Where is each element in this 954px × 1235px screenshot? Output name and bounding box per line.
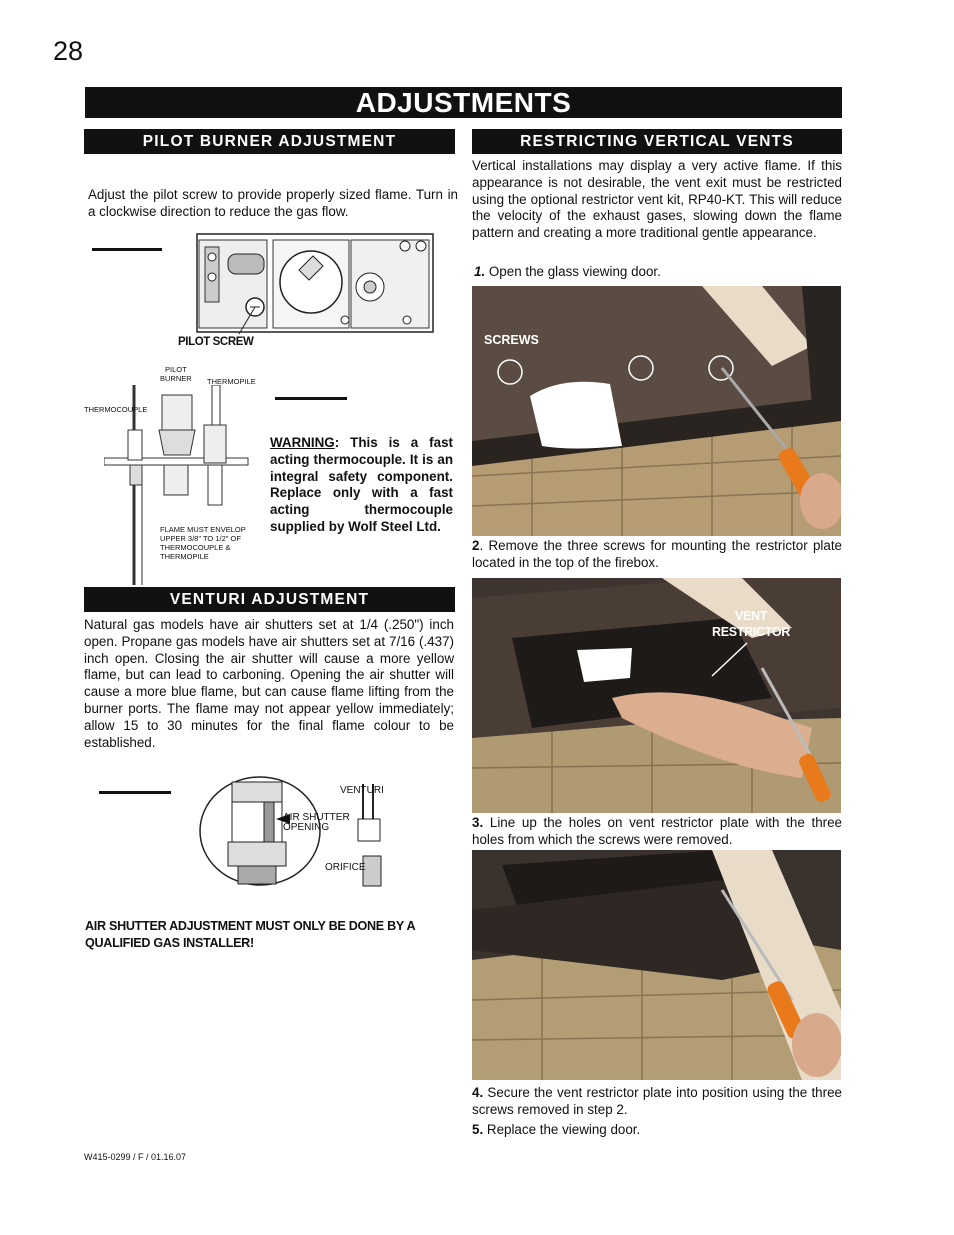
page-number: 28 [53,36,84,66]
step-3-number: 3. [472,815,484,830]
pilot-adjust-text: Adjust the pilot screw to provide properly sized flame. Turn in a clockwise direction to reduce the gas flow. [88,187,458,219]
vent-restrictor-label: VENT RESTRICTOR [712,609,791,639]
step-5 [472,1122,640,1139]
orifice-label: ORIFICE [325,862,366,873]
divider-bar [99,791,171,794]
step-2-number: 2 [472,538,480,553]
step-3 [472,815,842,849]
step-1-text: Open the glass viewing door. [485,264,661,279]
step-1 [474,264,661,281]
screws-label: SCREWS [484,333,539,347]
photo-screws [472,286,841,536]
vents-heading: RESTRICTING VERTICAL VENTS [472,129,842,154]
divider-bar [275,397,347,400]
warning-text: : This is a fast acting thermocouple. It is an integral safety component. Replace only with a fast acting thermocouple supplied by Wolf Steel Ltd. [270,435,453,534]
air-shutter-warning: AIR SHUTTER ADJUSTMENT MUST ONLY BE DONE BY A QUALIFIED GAS INSTALLER! [85,919,415,950]
document-code: W415-0299 / F / 01.16.07 [84,1152,187,1162]
page-title: ADJUSTMENTS [85,87,842,118]
thermopile-label: THERMOPILE [207,377,256,386]
photo-align-plate [472,850,841,1080]
flame-envelop-note: FLAME MUST ENVELOP UPPER 3/8" TO 1/2" OF THERMOCOUPLE & THERMOPILE [160,525,246,561]
venturi-heading: VENTURI ADJUSTMENT [84,587,455,612]
pilot-burner-heading: PILOT BURNER ADJUSTMENT [84,129,455,154]
venturi-label: VENTURI [340,785,384,796]
step-4-number: 4. [472,1085,484,1100]
vents-intro-text: Vertical installations may display a very active flame. If this appearance is not desirable, the vent exit must be restricted using the optional restrictor vent kit, RP40-KT. This will reduce the velocity of the exhaust gases, slowing down the flame pattern and creating a more traditional gentle appearance. [472,158,842,241]
air-shutter-label: AIR SHUTTER OPENING [283,812,350,833]
step-4 [472,1085,842,1119]
warning-block [270,435,453,536]
thermocouple-label: THERMOCOUPLE [84,405,148,414]
step-3-text: Line up the holes on vent restrictor plate with the three holes from which the screws were removed. [472,815,842,847]
step-5-text: Replace the viewing door. [483,1122,641,1137]
step-2 [472,538,842,572]
pilot-screw-label: PILOT SCREW [178,336,254,348]
divider-bar [92,248,162,251]
pilot-burner-label: PILOT BURNER [160,365,192,383]
warning-label: WARNING [270,435,335,450]
venturi-text: Natural gas models have air shutters set at 1/4 (.250") inch open. Propane gas models have air shutters set at 7/16 (.437) inch open. Closing the air shutter will cause a more yellow flame, but can lead to carboning. Opening the air shutter will cause a more blue flame, but can cause flame lifting from the burner ports. The flame may not appear yellow immediately; allow 15 to 30 minutes for the final flame colour to be established. [84,617,454,750]
gas-valve-diagram [195,232,435,337]
step-4-text: Secure the vent restrictor plate into position using the three screws removed in step 2. [472,1085,842,1117]
step-5-number: 5. [472,1122,484,1137]
step-1-number: 1. [474,264,486,279]
step-2-text: . Remove the three screws for mounting the restrictor plate located in the top of the firebox. [472,538,842,570]
